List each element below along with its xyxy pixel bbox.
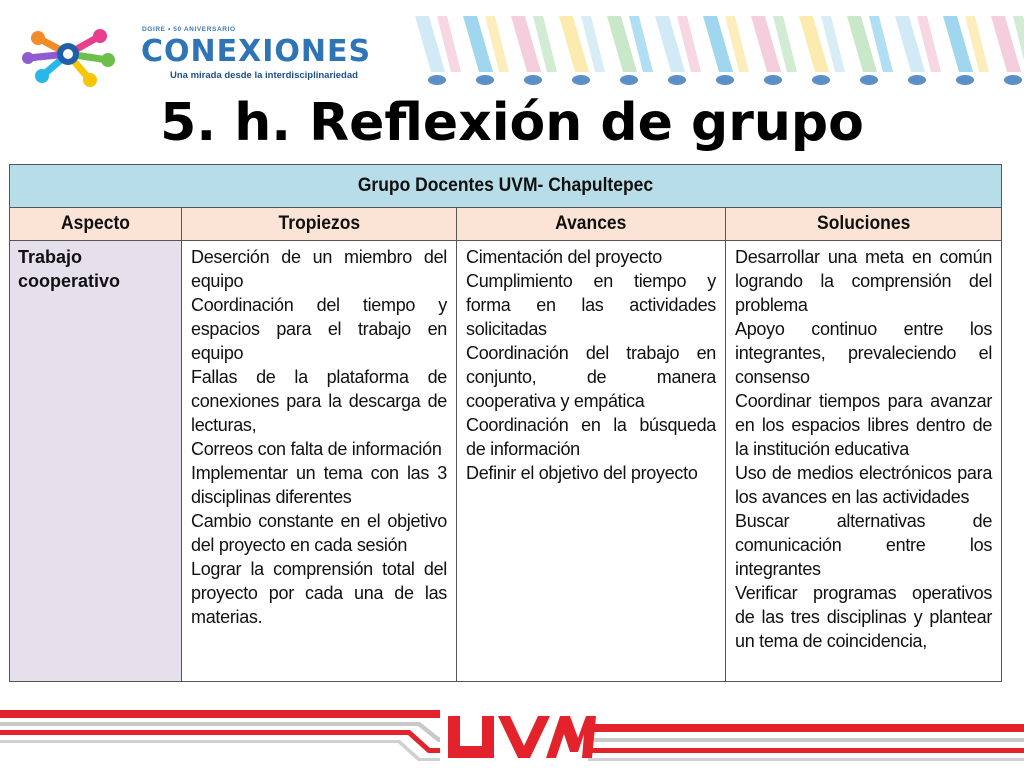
page-title: 5. h. Reflexión de grupo [160,93,864,153]
avances-cell [457,241,726,682]
list-item: Definir el objetivo del proyecto [466,463,698,483]
aspect-label-line: cooperativo [18,271,121,291]
list-item: Lograr la comprensión total del proyecto por cada una de las materias. [191,559,447,627]
list-item: Correos con falta de información [191,439,442,459]
list-item: Deserción de un miembro del equipo [191,247,447,291]
ribbon-dot [524,75,542,85]
ribbon-dot [620,75,638,85]
ribbon-dot [908,75,926,85]
aspect-cell [10,241,182,682]
ribbon-dot [572,75,590,85]
conexiones-logo [20,24,380,88]
logo-name: CONEXIONES [141,34,372,69]
network-emblem-icon [20,24,120,88]
list-item: Cimentación del proyecto [466,247,662,267]
list-item: Coordinación del tiempo y espacios para el trabajo en equipo [191,295,447,363]
ribbon-dot [428,75,446,85]
list-item: Coordinación en la búsqueda de información [466,415,716,459]
ribbon-dot [476,75,494,85]
table-caption: Grupo Docentes UVM- Chapultepec [10,165,1002,208]
list-item: Fallas de la plataforma de conexiones para la descarga de lecturas, [191,367,447,435]
list-item: Verificar programas operativos de las tres disciplinas y plantear un tema de coincidencia, [735,583,993,651]
logo-superscript: DGIRE • 50 ANIVERSARIO [142,26,236,33]
soluciones-cell [726,241,1002,682]
table-row [10,241,1002,682]
footer-band [0,700,1024,768]
column-header-tropiezos: Tropiezos [182,208,457,241]
list-item: Coordinación del trabajo en conjunto, de manera cooperativa y empática [466,343,716,411]
striped-ribbon-decoration [405,10,1024,90]
ribbon-dot [668,75,686,85]
ribbon-dot [860,75,878,85]
list-item: Desarrollar una meta en común logrando la comprensión del problema [735,247,993,315]
list-item: Buscar alternativas de comunicación entre los integrantes [735,511,993,579]
list-item: Implementar un tema con las 3 disciplinas diferentes [191,463,447,507]
list-item: Cambio constante en el objetivo del proyecto en cada sesión [191,511,447,555]
ribbon-dot [1004,75,1022,85]
ribbon-dot [716,75,734,85]
column-header-avances: Avances [457,208,726,241]
list-item: Apoyo continuo entre los integrantes, prevaleciendo el consenso [735,319,993,387]
list-item: Coordinar tiempos para avanzar en los espacios libres dentro de la institución educativa [735,391,993,459]
list-item: Cumplimiento en tiempo y forma en las actividades solicitadas [466,271,716,339]
ribbon-dot [956,75,974,85]
logo-tagline: Una mirada desde la interdisciplinariedad [170,70,358,81]
aspect-label-line: Trabajo [18,247,83,267]
list-item: Uso de medios electrónicos para los avances en las actividades [735,463,993,507]
column-header-soluciones: Soluciones [726,208,1002,241]
ribbon-dot [812,75,830,85]
reflection-table [9,164,1002,682]
column-header-aspecto: Aspecto [10,208,182,241]
ribbon-dot [764,75,782,85]
tropiezos-cell [182,241,457,682]
uvm-logo [440,708,596,764]
